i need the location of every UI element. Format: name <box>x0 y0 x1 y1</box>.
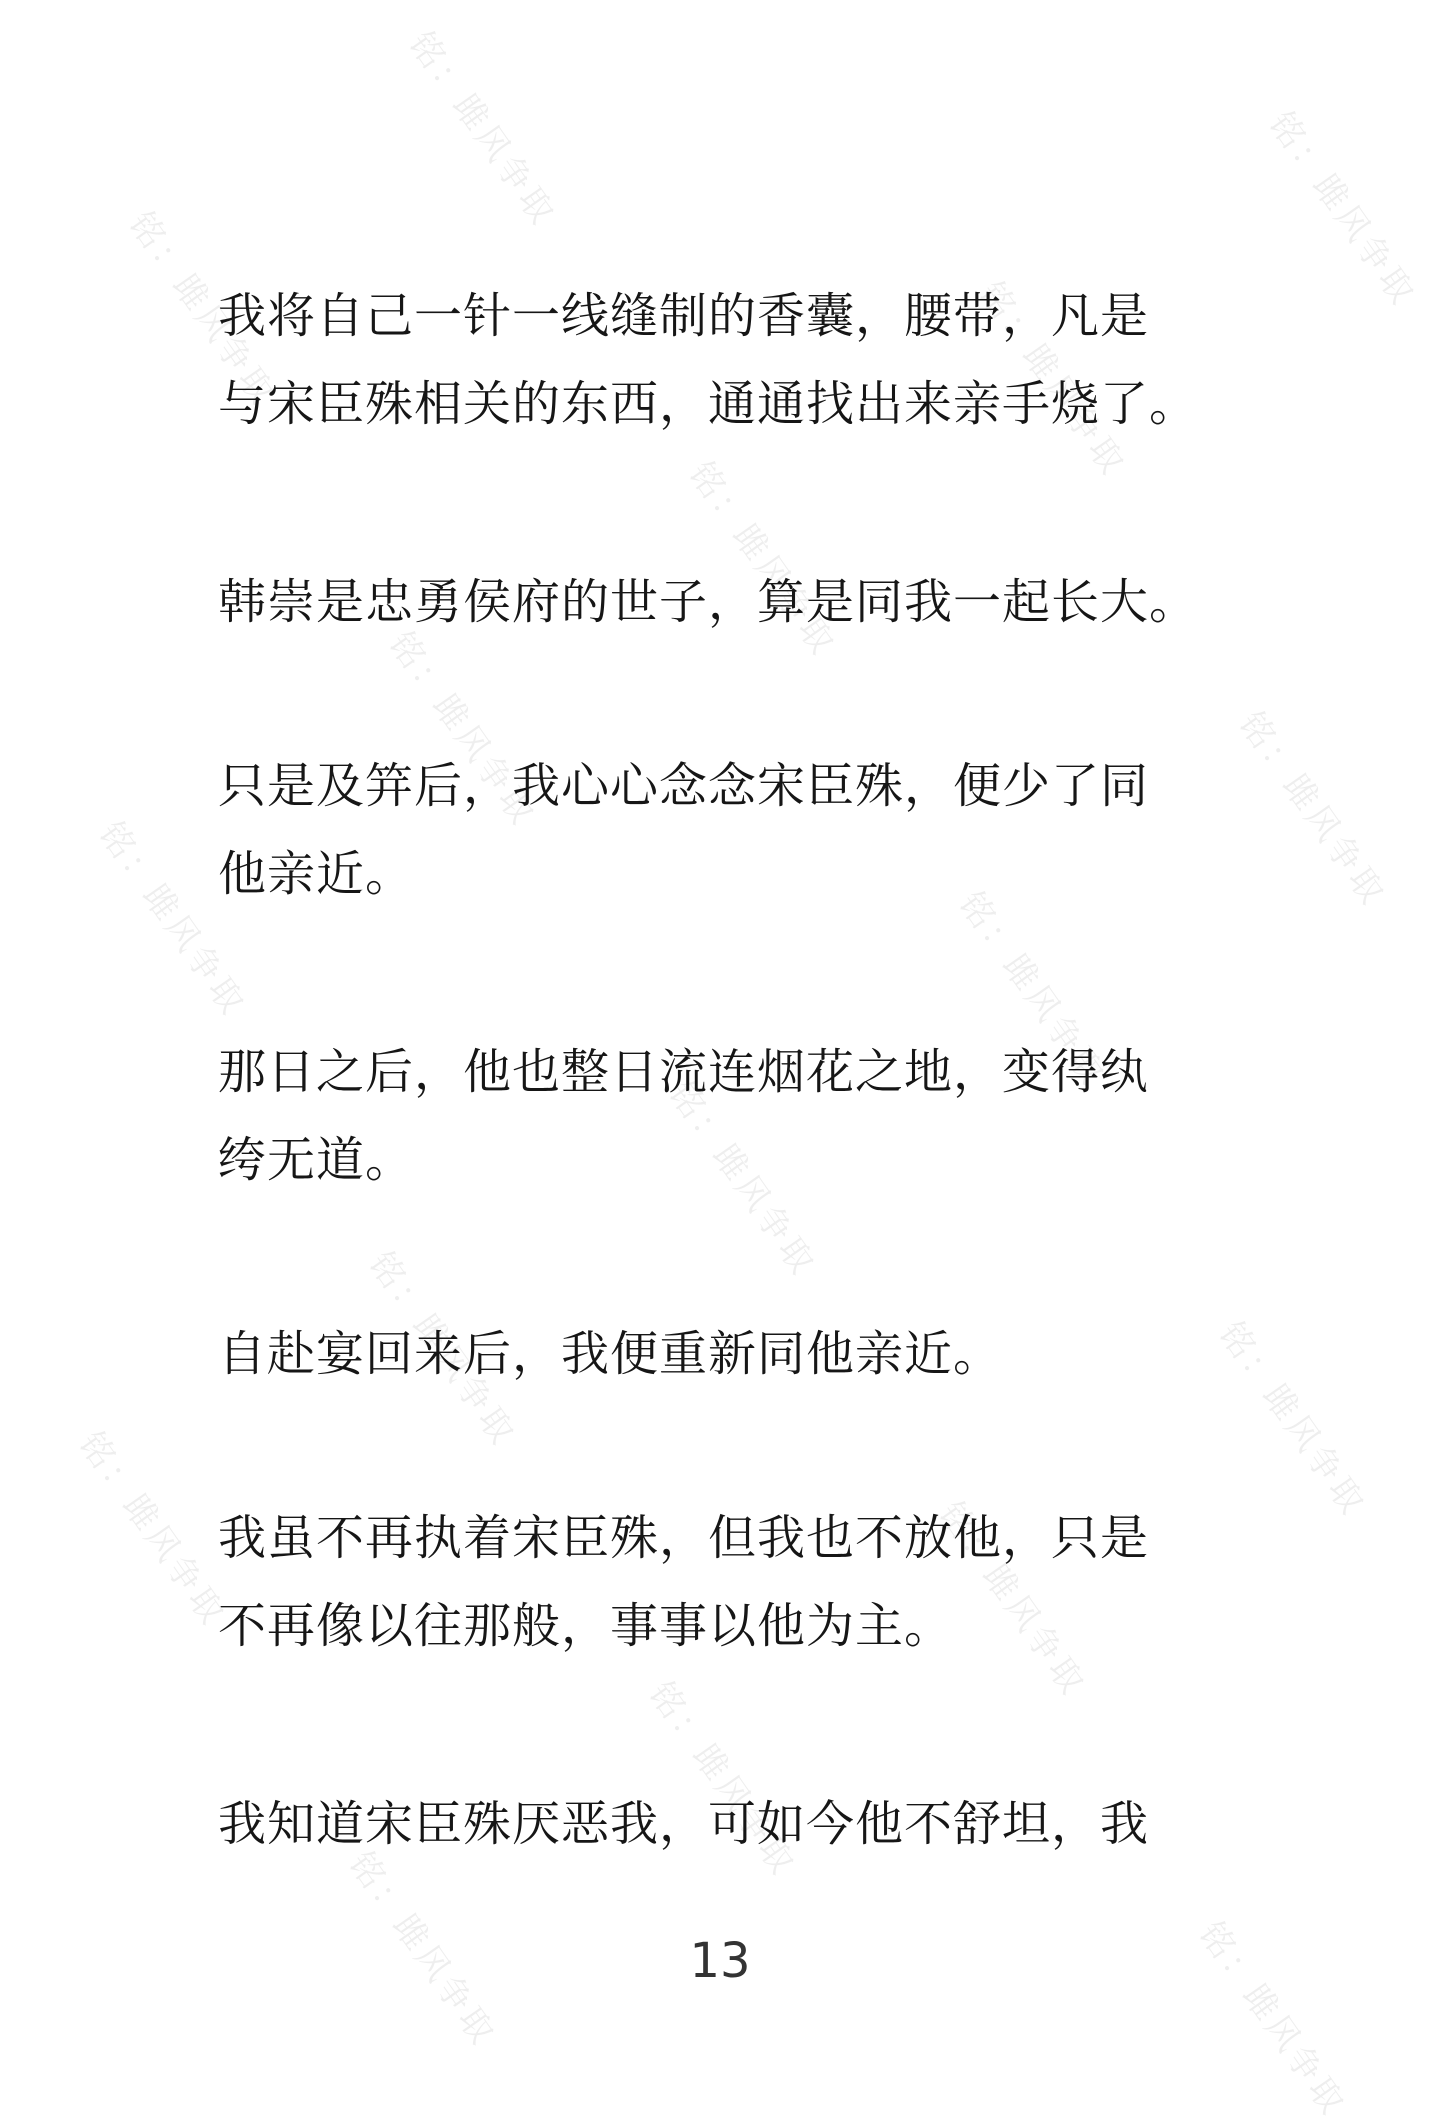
watermark: 铭：雎风争取 <box>120 204 285 415</box>
watermark: 铭：雎风争取 <box>930 1494 1095 1705</box>
paragraph: 自赴宴回来后，我便重新同他亲近。 <box>218 1326 1003 1382</box>
watermark: 铭：雎风争取 <box>660 1074 825 1285</box>
watermark: 铭：雎风争取 <box>640 1674 805 1885</box>
watermark: 铭：雎风争取 <box>360 1244 525 1455</box>
watermark: 铭：雎风争取 <box>1190 1914 1355 2125</box>
watermark: 铭：雎风争取 <box>70 1424 235 1635</box>
paragraph: 那日之后，他也整日流连烟花之地，变得纨 绔无道。 <box>218 1044 1150 1188</box>
watermark: 铭：雎风争取 <box>680 454 845 665</box>
watermark: 铭：雎风争取 <box>380 624 545 835</box>
watermark: 铭：雎风争取 <box>1230 704 1395 915</box>
paragraph: 我知道宋臣殊厌恶我，可如今他不舒坦，我 <box>218 1796 1150 1852</box>
watermark: 铭：雎风争取 <box>1260 104 1425 315</box>
watermark: 铭：雎风争取 <box>340 1844 505 2055</box>
paragraph: 我将自己一针一线缝制的香囊，腰带，凡是 与宋臣殊相关的东西，通通找出来亲手烧了。 <box>218 288 1199 432</box>
watermark: 铭：雎风争取 <box>1210 1314 1375 1525</box>
page-number: 13 <box>689 1933 751 1989</box>
watermark: 铭：雎风争取 <box>970 274 1135 485</box>
watermark: 铭：雎风争取 <box>950 884 1115 1095</box>
watermark: 铭：雎风争取 <box>90 814 255 1025</box>
paragraph: 只是及笄后，我心心念念宋臣殊，便少了同 他亲近。 <box>218 758 1150 902</box>
paragraph: 韩崇是忠勇侯府的世子，算是同我一起长大。 <box>218 574 1199 630</box>
watermark: 铭：雎风争取 <box>400 24 565 235</box>
paragraph: 我虽不再执着宋臣殊，但我也不放他，只是 不再像以往那般，事事以他为主。 <box>218 1510 1150 1654</box>
